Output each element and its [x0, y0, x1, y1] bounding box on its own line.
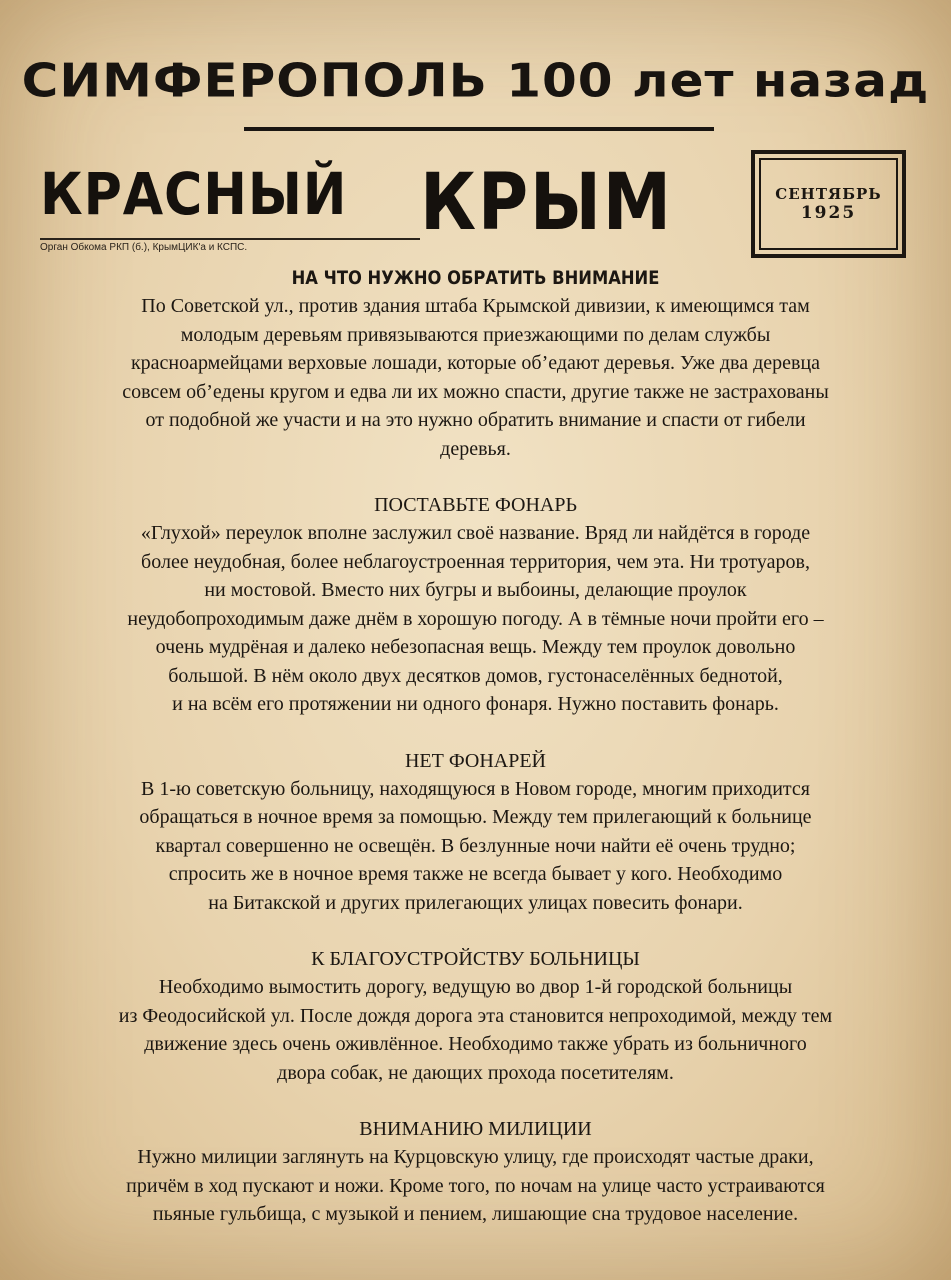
article-line: По Советской ул., против здания штаба Крымской дивизии, к имеющимся там: [141, 295, 810, 317]
article-line: молодым деревьям привязываются приезжающими по делам службы: [180, 323, 771, 346]
article: [20, 747, 931, 918]
date-year: 1925: [800, 203, 857, 223]
article-title: НЕТ ФОНАРЕЙ: [404, 749, 547, 772]
article-line: обращаться в ночное время за помощью. Между тем прилегающий к больнице: [139, 806, 812, 828]
article: [20, 1115, 931, 1229]
article-line: от подобной же участи и на это нужно обратить внимание и спасти от гибели: [145, 409, 806, 431]
article-line: ни мостовой. Вместо них бугры и выбоины, делающие проулок: [204, 579, 747, 601]
article-line: причём в ход пускают и ножи. Кроме того, по ночам на улице часто устраиваются: [126, 1174, 825, 1197]
article-line: большой. В нём около двух десятков домов, густонаселённых беднотой,: [168, 664, 783, 687]
article-line: Нужно милиции заглянуть на Курцовскую улицу, где происходят частые драки,: [137, 1146, 814, 1168]
article-line: из Феодосийской ул. После дождя дорога эта становится непроходимой, между тем: [118, 1004, 833, 1027]
article-line: совсем об’едены кругом и едва ли их можно спасти, другие также не застрахованы: [122, 380, 829, 403]
article-title: К БЛАГОУСТРОЙСТВУ БОЛЬНИЦЫ: [311, 948, 640, 970]
article-line: спросить же в ночное время также не всегда бывает у кого. Необходимо: [168, 863, 783, 885]
article-line: движение здесь очень оживлённое. Необходимо также убрать из больничного: [144, 1033, 807, 1055]
article-line: очень мудрёная и далеко небезопасная вещь. Между тем проулок довольно: [155, 636, 796, 658]
masthead-left: [40, 160, 420, 255]
article-line: двора собак, не дающих прохода посетителям.: [277, 1061, 674, 1084]
newspaper-name-part1: КРАСНЫЙ: [40, 160, 348, 228]
article-line: деревья.: [440, 437, 511, 460]
article: [20, 491, 931, 719]
article-line: красноармейцами верховые лошади, которые об’едают деревья. Уже два деревца: [130, 352, 821, 374]
article-title: ВНИМАНИЮ МИЛИЦИИ: [359, 1118, 592, 1140]
page-title: СИМФЕРОПОЛЬ 100 лет назад: [21, 54, 930, 108]
article: [20, 945, 931, 1087]
article-line: пьяные гульбища, с музыкой и пением, лишающие сна трудовое население.: [152, 1203, 799, 1225]
article-line: и на всём его протяжении ни одного фонаря. Нужно поставить фонарь.: [172, 693, 779, 715]
articles: [20, 264, 931, 1229]
article-line: неудобопроходимым даже днём в хорошую погоду. А в тёмные ночи пройти его –: [127, 607, 824, 630]
article-title: НА ЧТО НУЖНО ОБРАТИТЬ ВНИМАНИЕ: [291, 267, 660, 289]
newspaper-subline: Орган Обкома РКП (б.), КрымЦИК'а и КСПС.: [40, 238, 420, 253]
newspaper-name-part2: КРЫМ: [420, 158, 673, 248]
article: [20, 264, 931, 463]
title-divider: [244, 127, 714, 131]
article-line: квартал совершенно не освещён. В безлунные ночи найти её очень трудно;: [155, 834, 796, 857]
article-title: ПОСТАВЬТЕ ФОНАРЬ: [374, 494, 577, 516]
article-line: на Битакской и других прилегающих улицах повесить фонари.: [208, 891, 743, 914]
article-line: В 1-ю советскую больницу, находящуюся в Новом городе, многим приходится: [141, 777, 810, 800]
article-line: более неудобная, более неблагоустроенная территория, чем эта. Ни тротуаров,: [141, 550, 810, 573]
date-stamp: [751, 150, 906, 258]
article-line: Необходимо вымостить дорогу, ведущую во двор 1-й городской больницы: [158, 976, 793, 998]
date-month: СЕНТЯБРЬ: [775, 185, 882, 203]
article-line: «Глухой» переулок вполне заслужил своё название. Вряд ли найдётся в городе: [140, 522, 811, 544]
